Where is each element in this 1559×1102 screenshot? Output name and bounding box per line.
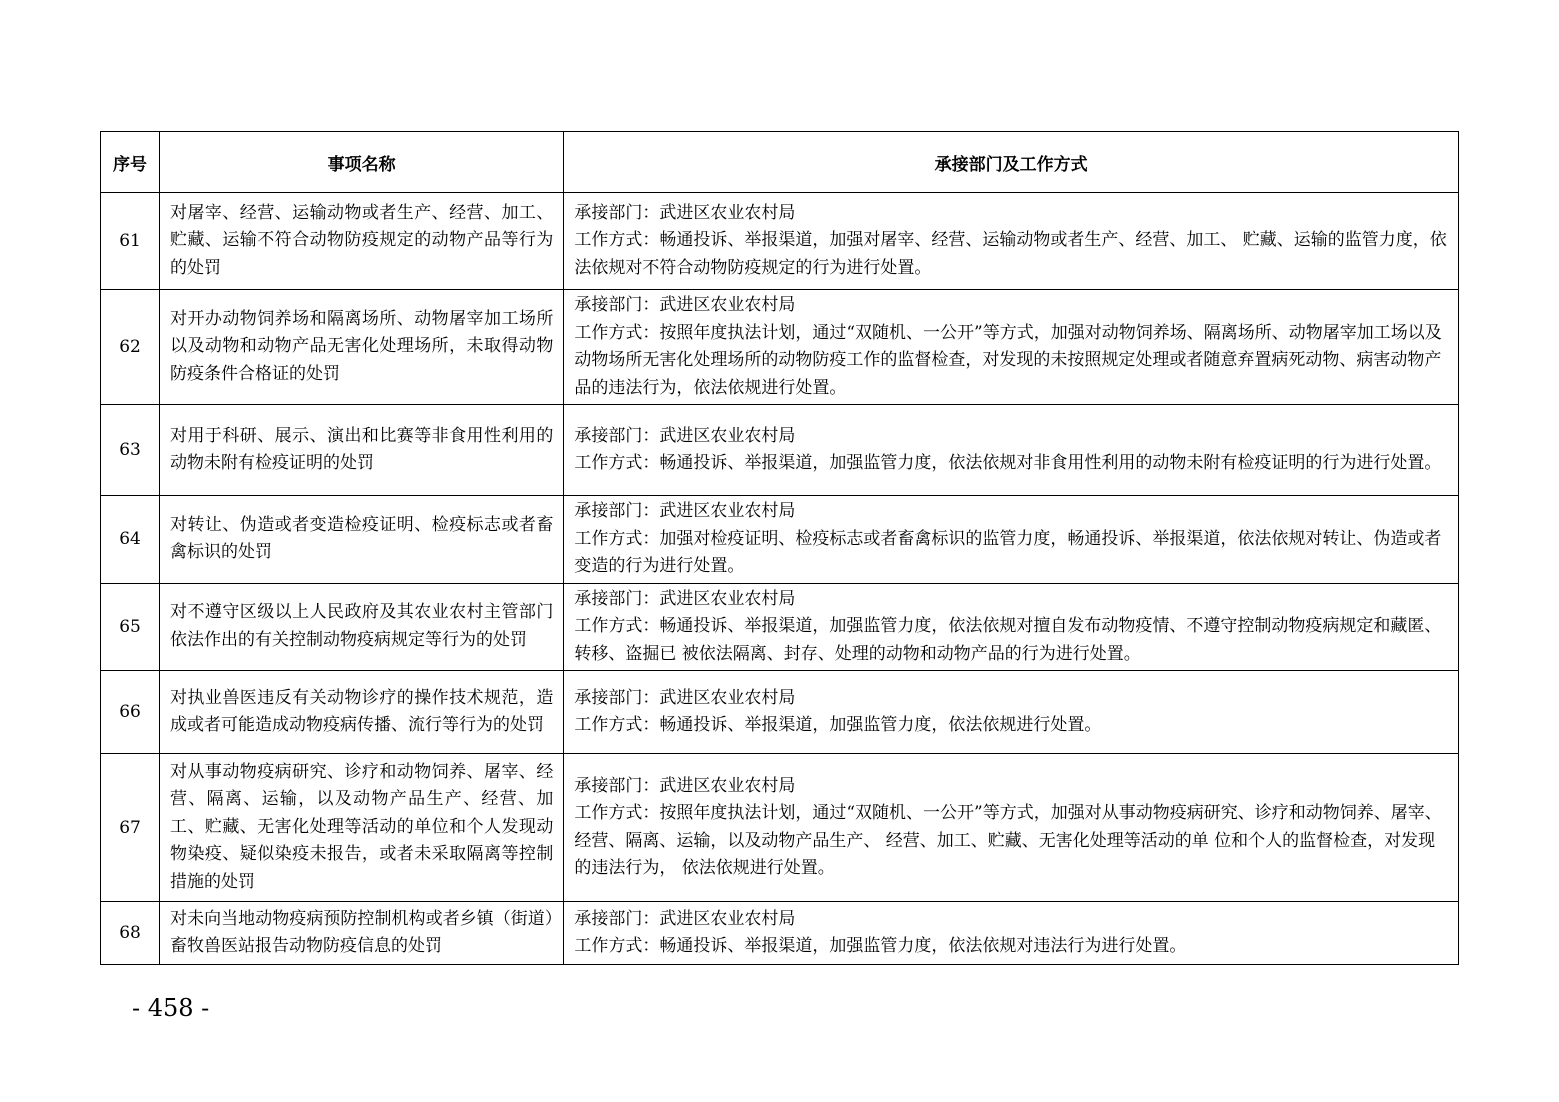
row-dept-method xyxy=(564,496,1459,584)
row-dept-method xyxy=(564,754,1459,902)
header-dept-method: 承接部门及工作方式 xyxy=(564,132,1459,193)
row-method: 工作方式：畅通投诉、举报渠道，加强监管力度，依法依规对擅自发布动物疫情、不遵守控制动物疫病规定和藏匿、转移、盗掘已 被依法隔离、封存、处理的动物和动物产品的行为进行处置。 xyxy=(574,616,1442,664)
row-item-name: 对不遵守区级以上人民政府及其农业农村主管部门依法作出的有关控制动物疫病规定等行为的处罚 xyxy=(160,583,564,671)
row-seq: 63 xyxy=(101,405,160,496)
row-seq: 66 xyxy=(101,671,160,754)
row-dept-method xyxy=(564,902,1459,965)
row-dept-method xyxy=(564,193,1459,290)
row-dept-method xyxy=(564,671,1459,754)
table-row xyxy=(101,671,1459,754)
row-item-name: 对转让、伪造或者变造检疫证明、检疫标志或者畜禽标识的处罚 xyxy=(160,496,564,584)
page-number: - 458 - xyxy=(132,994,210,1022)
row-method: 工作方式：按照年度执法计划，通过“双随机、一公开”等方式，加强对从事动物疫病研究、诊疗和动物饲养、屠宰、经营、隔离、运输，以及动物产品生产、 经营、加工、贮藏、无害化处理等活动的单 位和个人的监督检查，对发现的违法行为， 依法依规进行处置。 xyxy=(574,803,1442,878)
table-row xyxy=(101,496,1459,584)
table-header-row xyxy=(101,132,1459,193)
items-table xyxy=(100,131,1459,965)
row-seq: 68 xyxy=(101,902,160,965)
table-row xyxy=(101,405,1459,496)
row-seq: 67 xyxy=(101,754,160,902)
table-row xyxy=(101,193,1459,290)
row-dept: 承接部门：武进区农业农村局 xyxy=(574,588,796,609)
row-dept-method xyxy=(564,405,1459,496)
row-dept: 承接部门：武进区农业农村局 xyxy=(574,908,796,929)
row-method: 工作方式：按照年度执法计划，通过“双随机、一公开”等方式，加强对动物饲养场、隔离场所、动物屠宰加工场以及动物场所无害化处理场所的动物防疫工作的监督检查，对发现的未按照规定处理或者随意弃置病死动物、病害动物产品的违法行为，依法依规进行处置。 xyxy=(574,322,1442,398)
row-seq: 61 xyxy=(101,193,160,290)
row-item-name: 对执业兽医违反有关动物诊疗的操作技术规范，造成或者可能造成动物疫病传播、流行等行为的处罚 xyxy=(160,671,564,754)
row-seq: 62 xyxy=(101,290,160,405)
row-dept: 承接部门：武进区农业农村局 xyxy=(574,775,796,796)
row-item-name: 对屠宰、经营、运输动物或者生产、经营、加工、贮藏、运输不符合动物防疫规定的动物产品等行为的处罚 xyxy=(160,193,564,290)
row-method: 工作方式：畅通投诉、举报渠道，加强监管力度，依法依规对非食用性利用的动物未附有检疫证明的行为进行处置。 xyxy=(574,453,1442,473)
row-dept: 承接部门：武进区农业农村局 xyxy=(574,501,796,521)
header-name: 事项名称 xyxy=(160,132,564,193)
table-row xyxy=(101,290,1459,405)
row-seq: 65 xyxy=(101,583,160,671)
header-seq: 序号 xyxy=(101,132,160,193)
row-dept: 承接部门：武进区农业农村局 xyxy=(574,202,796,223)
row-dept: 承接部门：武进区农业农村局 xyxy=(574,687,796,708)
row-item-name: 对未向当地动物疫病预防控制机构或者乡镇（街道）畜牧兽医站报告动物防疫信息的处罚 xyxy=(160,902,564,965)
table-row xyxy=(101,754,1459,902)
table-row xyxy=(101,902,1459,965)
row-dept-method xyxy=(564,583,1459,671)
row-item-name: 对从事动物疫病研究、诊疗和动物饲养、屠宰、经营、隔离、运输，以及动物产品生产、经营、加工、贮藏、无害化处理等活动的单位和个人发现动物染疫、疑似染疫未报告，或者未采取隔离等控制措施的处罚 xyxy=(160,754,564,902)
table-row xyxy=(101,583,1459,671)
row-method: 工作方式：畅通投诉、举报渠道，加强对屠宰、经营、运输动物或者生产、经营、加工、 贮藏、运输的监管力度，依法依规对不符合动物防疫规定的行为进行处置。 xyxy=(574,230,1447,278)
row-item-name: 对用于科研、展示、演出和比赛等非食用性利用的动物未附有检疫证明的处罚 xyxy=(160,405,564,496)
row-item-name: 对开办动物饲养场和隔离场所、动物屠宰加工场所以及动物和动物产品无害化处理场所，未取得动物防疫条件合格证的处罚 xyxy=(160,290,564,405)
row-method: 工作方式：畅通投诉、举报渠道，加强监管力度，依法依规对违法行为进行处置。 xyxy=(574,936,1187,956)
row-dept-method xyxy=(564,290,1459,405)
row-dept: 承接部门：武进区农业农村局 xyxy=(574,425,796,446)
row-method: 工作方式：畅通投诉、举报渠道，加强监管力度，依法依规进行处置。 xyxy=(574,715,1102,735)
row-method: 工作方式：加强对检疫证明、检疫标志或者畜禽标识的监管力度，畅通投诉、举报渠道，依法依规对转让、伪造或者变造的行为进行处置。 xyxy=(574,528,1442,576)
row-dept: 承接部门：武进区农业农村局 xyxy=(574,295,796,315)
row-seq: 64 xyxy=(101,496,160,584)
